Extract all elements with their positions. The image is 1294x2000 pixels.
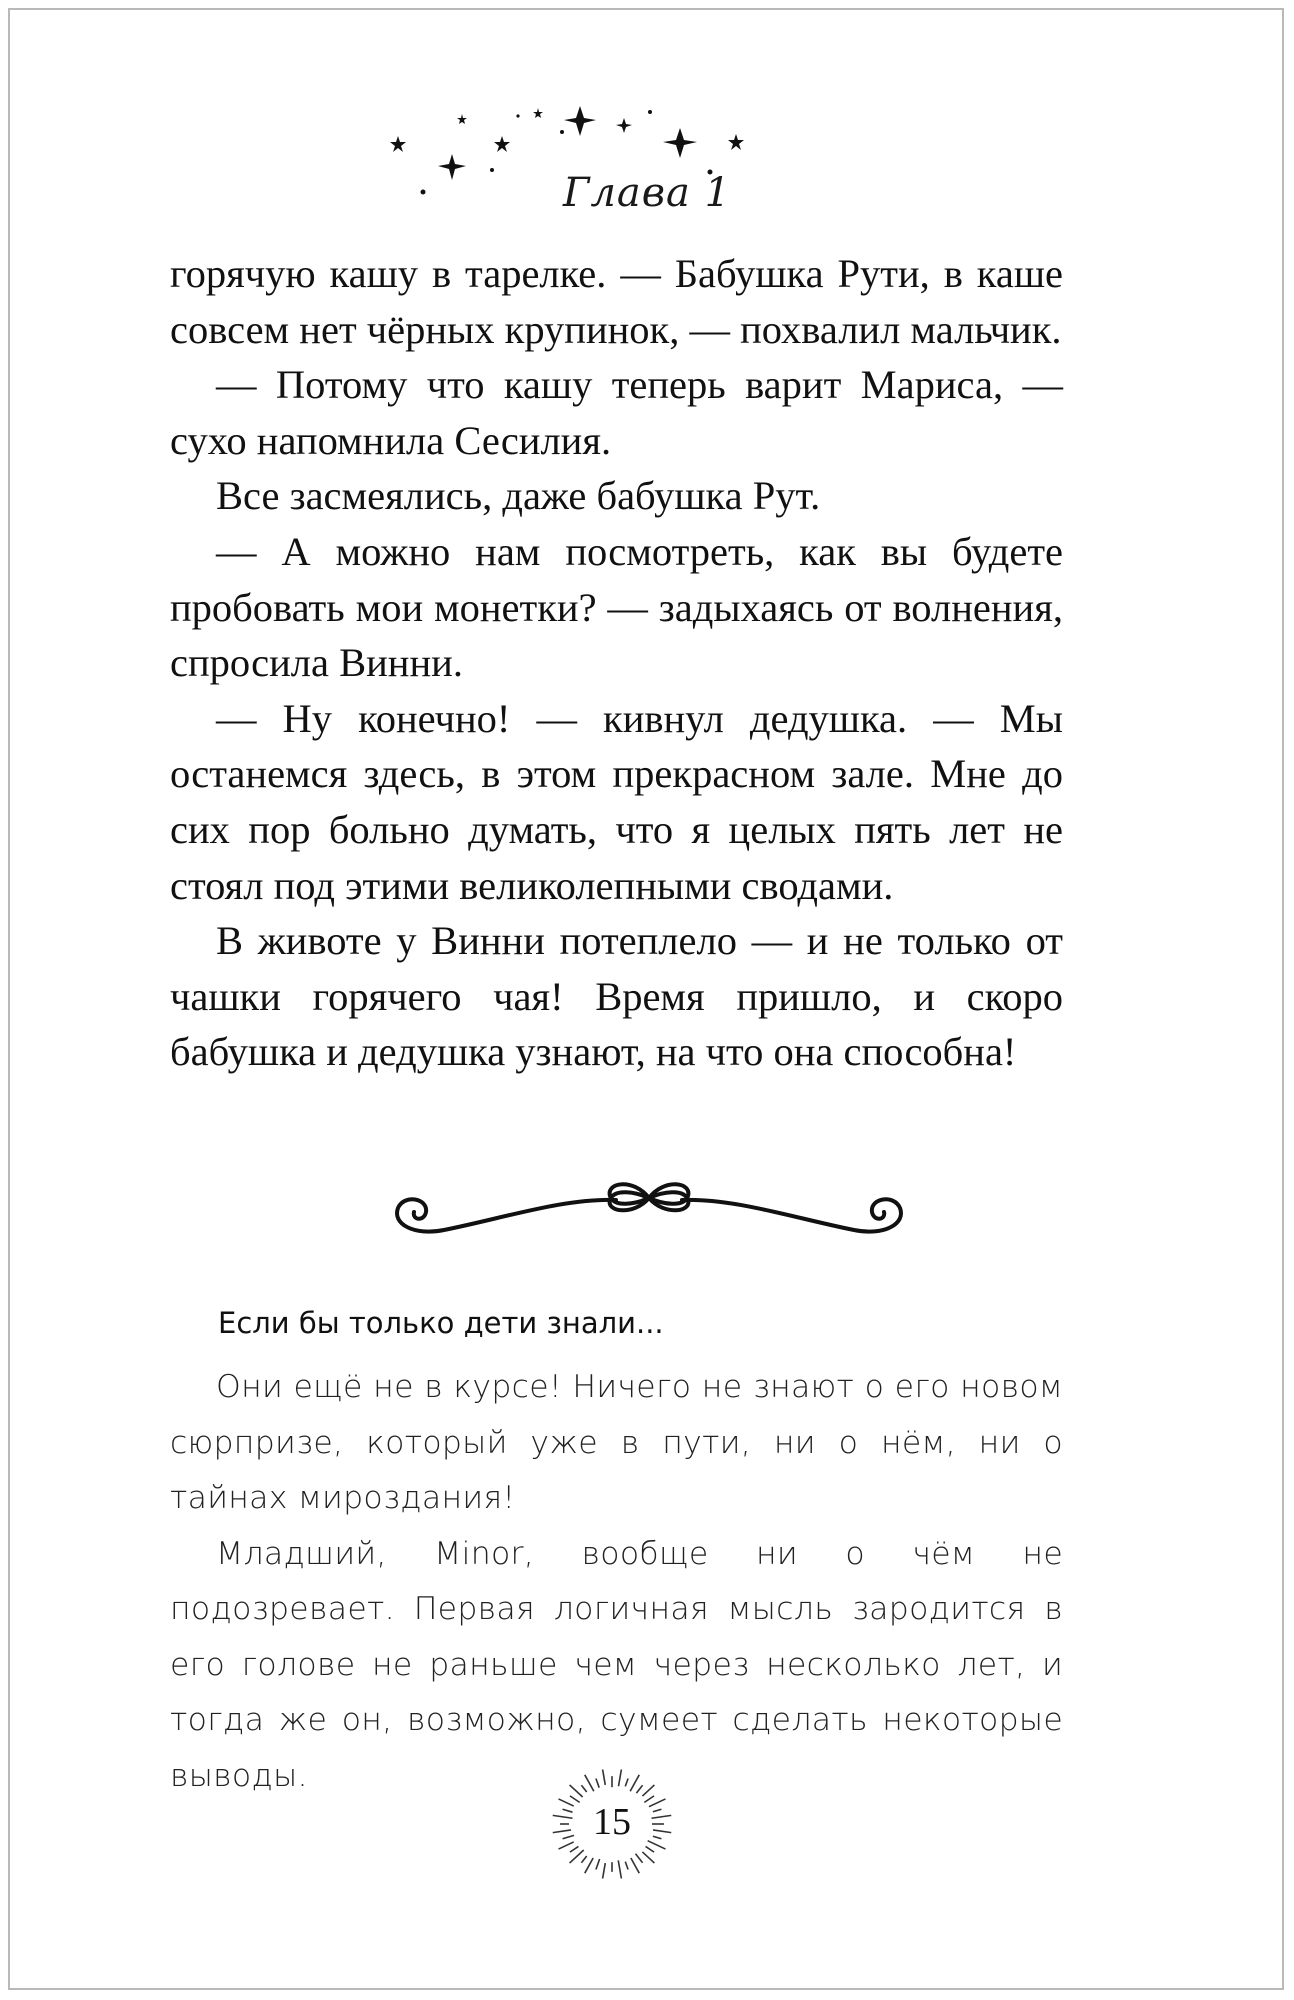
ornament-divider-icon <box>384 1168 914 1248</box>
sunburst-ray <box>596 1859 600 1869</box>
paragraph: Все засмеялись, даже бабушка Рут. <box>216 473 821 519</box>
sunburst-ray <box>618 1860 621 1878</box>
star-icon <box>648 110 652 114</box>
sunburst-ray <box>570 1785 583 1797</box>
sunburst-ray <box>570 1846 578 1852</box>
star-icon <box>533 108 543 118</box>
star-icon <box>516 114 519 117</box>
page-number-badge <box>537 1760 687 1888</box>
sunburst-ray <box>631 1858 639 1873</box>
paragraph: горячую кашу в тарелке. — Бабушка Рути, в каше совсем нет чёрных крупинок, — похвалил мальчик. <box>170 251 1063 352</box>
sunburst-ray <box>646 1846 654 1852</box>
star-icon <box>616 118 632 133</box>
sunburst-ray <box>603 1769 606 1784</box>
star-icon <box>494 136 510 152</box>
sunburst-ray <box>642 1852 654 1863</box>
paragraph: — А можно нам посмотреть, как вы будете пробовать мои монетки? — задыхаясь от волнения, спросила Винни. <box>170 528 1063 686</box>
sunburst-ray <box>642 1785 654 1796</box>
sunburst-ray <box>618 1769 621 1786</box>
sunburst-ray <box>581 1785 586 1792</box>
star-icon <box>728 134 744 150</box>
star-icon <box>457 114 467 124</box>
star-icon <box>560 130 564 134</box>
sunburst-ray <box>630 1775 639 1791</box>
sunburst-ray <box>585 1858 593 1873</box>
chapter-title: Глава 1 <box>562 170 732 216</box>
paragraph: — Ну конечно! — кивнул дедушка. — Мы останемся здесь, в этом прекрасном зале. Мне до сих пор больно думать, что я целых пять лет не стоял под этими великолепными сводами. <box>170 695 1063 908</box>
sunburst-ray <box>636 1785 642 1793</box>
star-icon <box>390 136 406 152</box>
sunburst-ray <box>585 1775 594 1791</box>
star-icon <box>663 128 697 158</box>
paragraph: — Потому что кашу теперь варит Мариса, — сухо напомнила Сесилия. <box>170 362 1063 463</box>
sunburst-ray <box>636 1854 643 1863</box>
diary-paragraph: Младший, Minor, вообще ни о чём не подозревает. Первая логичная мысль зародится в его голове не раньше чем через несколько лет, и тогда же он, возможно, сумеет сделать некоторые выводы. <box>170 1535 1063 1794</box>
sunburst-ray <box>625 1862 628 1870</box>
sunburst-ray <box>625 1779 628 1787</box>
main-text <box>170 246 1063 1080</box>
diary-paragraph: Они ещё не в курсе! Ничего не знают о его новом сюрпризе, который уже в пути, ни о нём, ни о тайнах мироздания! <box>170 1369 1063 1516</box>
sunburst-ray <box>570 1850 584 1863</box>
diary-text <box>170 1360 1063 1804</box>
sunburst-ray <box>596 1779 599 1788</box>
paragraph: В животе у Винни потеплело — и не только от чашки горячего чая! Время пришло, и скоро бабушка и дедушка узнают, на что она способна! <box>170 918 1063 1075</box>
diary-title: Если бы только дети знали... <box>218 1306 664 1340</box>
sunburst-ray <box>581 1856 586 1863</box>
star-icon <box>564 106 596 136</box>
sunburst-ray <box>603 1863 606 1878</box>
page-number: 15 <box>593 1801 631 1843</box>
